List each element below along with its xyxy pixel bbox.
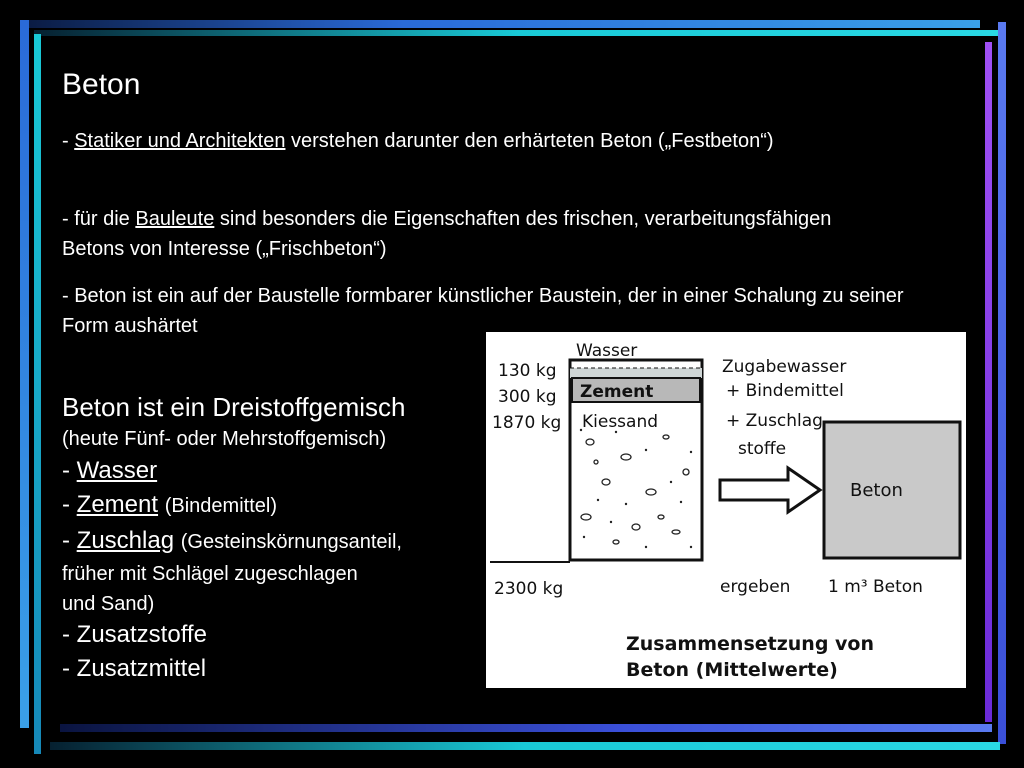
weight-water: 130 kg xyxy=(498,361,557,381)
addition-4: stoffe xyxy=(738,439,787,459)
frame-right-bar xyxy=(998,22,1006,744)
concrete-composition-figure xyxy=(486,332,966,688)
frame-left-bar-cyan xyxy=(34,34,41,754)
zuschlag-note-line2: früher mit Schlägel zugeschlagen xyxy=(62,563,358,585)
mixture-item-zusatzmittel: - Zusatzmittel xyxy=(62,655,207,682)
bullet-2-rest: sind besonders die Eigenschaften des frischen, verarbeitungsfähigen Betons von Interesse („Frischbeton“) xyxy=(62,208,832,260)
frame-right-bar-violet xyxy=(985,42,992,722)
caption-line2: Beton (Mittelwerte) xyxy=(626,659,838,681)
zuschlag-note-line3: und Sand) xyxy=(62,593,155,615)
bullet-1 xyxy=(62,126,862,156)
zuschlag-link: Zuschlag xyxy=(76,527,175,554)
addition-1: Zugabewasser xyxy=(722,357,847,377)
zuschlag-note: (Gesteinskörnungsanteil, xyxy=(180,531,402,553)
zement-note: (Bindemittel) xyxy=(164,495,277,517)
mixture-heading: Beton ist ein Dreistoffgemisch xyxy=(62,392,406,422)
wasser-link: Wasser xyxy=(76,457,158,484)
frame-bottom-bar xyxy=(60,724,992,732)
zement-link: Zement xyxy=(76,491,159,518)
frame-top-bar-cyan xyxy=(34,30,1004,36)
dash: - xyxy=(62,527,77,554)
slide-title: Beton xyxy=(62,68,141,101)
mixture-subheading: (heute Fünf- oder Mehrstoffgemisch) xyxy=(62,428,387,450)
bullet-1-link: Statiker und Architekten xyxy=(74,130,286,152)
gravel-texture xyxy=(581,435,689,544)
mixture-item-wasser xyxy=(62,456,157,486)
result-value: 1 m³ Beton xyxy=(828,577,923,597)
bullet-1-rest: verstehen darunter den erhärteten Beton („Festbeton“) xyxy=(285,130,774,152)
caption-line1: Zusammensetzung von xyxy=(626,633,875,655)
result-label: ergeben xyxy=(720,577,791,597)
bullet-2 xyxy=(62,204,842,264)
bullet-3-text: - Beton ist ein auf der Baustelle formbarer künstlicher Baustein, der in einer Schalung zu seiner Form aushärtet xyxy=(62,285,904,337)
bullet-1-prefix: - xyxy=(62,130,75,152)
weight-total: 2300 kg xyxy=(494,579,564,599)
addition-2: + Bindemittel xyxy=(726,381,844,401)
dash: - xyxy=(62,491,77,518)
frame-top-bar xyxy=(20,20,980,28)
weight-sand: 1870 kg xyxy=(492,413,562,433)
composition-diagram xyxy=(486,332,966,688)
water-layer xyxy=(570,368,702,378)
frame-bottom-bar-cyan xyxy=(50,742,1000,750)
weight-cement: 300 kg xyxy=(498,387,557,407)
mixture-item-zuschlag xyxy=(62,526,402,557)
layer-label-wasser: Wasser xyxy=(576,341,638,361)
mixture-item-zement xyxy=(62,490,277,521)
frame-left-bar xyxy=(20,20,29,728)
arrow-icon xyxy=(720,468,820,512)
layer-label-zement: Zement xyxy=(580,382,654,402)
addition-3: + Zuschlag- xyxy=(726,411,830,431)
dash: - xyxy=(62,457,77,484)
layer-label-kiessand: Kiessand xyxy=(582,412,659,432)
result-box-label: Beton xyxy=(850,480,903,501)
bullet-2-prefix: - für die xyxy=(62,208,136,230)
bullet-2-link: Bauleute xyxy=(135,208,215,230)
mixture-item-zusatzstoffe: - Zusatzstoffe xyxy=(62,621,207,648)
